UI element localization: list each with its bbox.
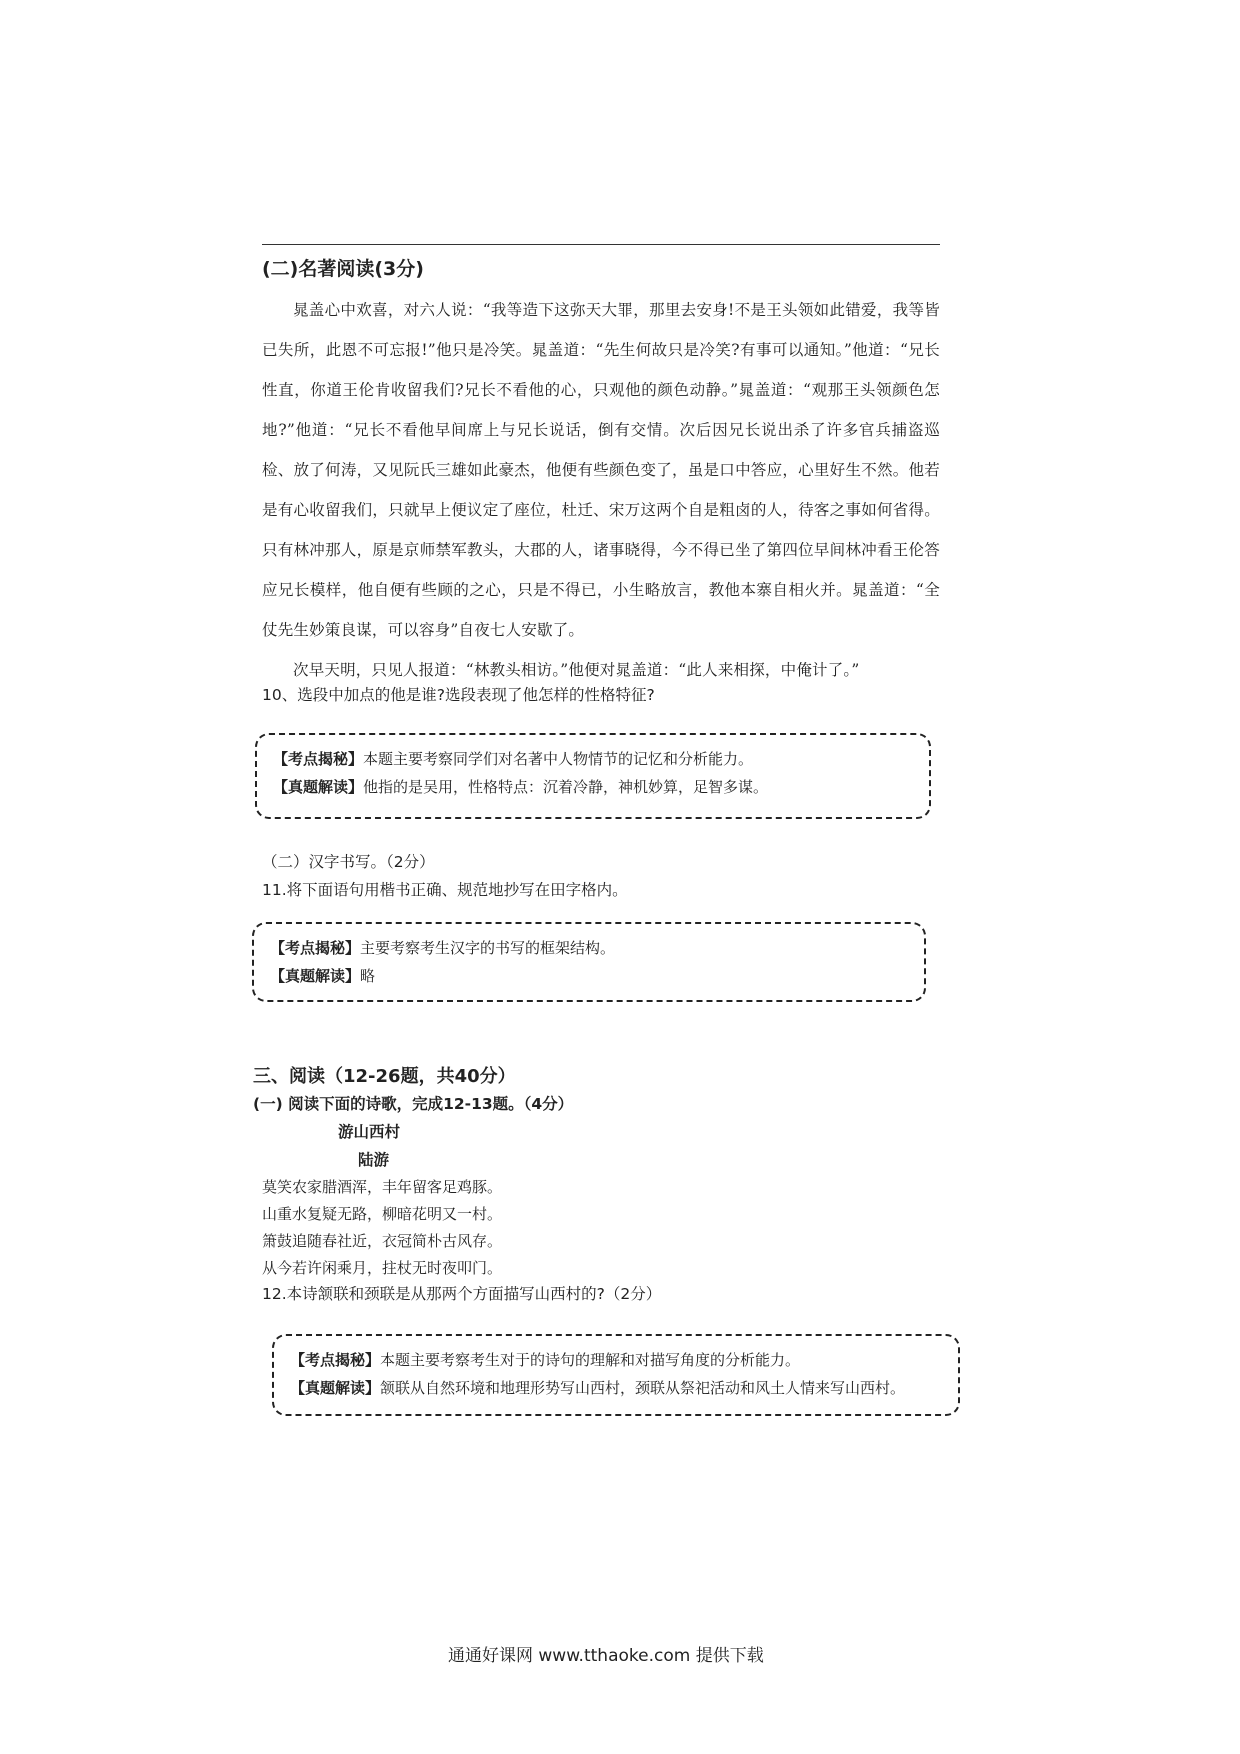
- box12-row2: [290, 1374, 942, 1402]
- box10-tag2: 【真题解读】: [273, 778, 364, 796]
- box11-text2: 略: [360, 967, 376, 985]
- box11-text1: 主要考察考生汉字的书写的框架结构。: [360, 939, 616, 957]
- footer-watermark: 通通好课网 www.tthaoke.com 提供下载: [448, 1646, 764, 1666]
- box10-tag1: 【考点揭秘】: [273, 750, 364, 768]
- box11-tag2: 【真题解读】: [270, 967, 361, 985]
- question-10: 10、选段中加点的他是谁?选段表现了他怎样的性格特征?: [262, 686, 655, 704]
- poem-title: 游山西村: [338, 1122, 401, 1141]
- poem-body: [262, 1174, 502, 1282]
- poem-line: 从今若许闲乘月，拄杖无时夜叩门。: [262, 1259, 503, 1277]
- box11-row1: [270, 934, 908, 962]
- box12-text2: 颔联从自然环境和地理形势写山西村，颈联从祭祀活动和风土人情来写山西村。: [380, 1379, 906, 1397]
- box12-text1: 本题主要考察考生对于的诗句的理解和对描写角度的分析能力。: [380, 1351, 801, 1369]
- poem-line: 山重水复疑无路，柳暗花明又一村。: [262, 1205, 503, 1223]
- box12-tag1: 【考点揭秘】: [290, 1351, 381, 1369]
- box11-row2: [270, 962, 908, 990]
- box10-row2: [273, 773, 913, 801]
- box10-text1: 本题主要考察同学们对名著中人物情节的记忆和分析能力。: [363, 750, 754, 768]
- top-rule: [262, 244, 940, 245]
- answer-box-12: [272, 1334, 960, 1416]
- passage-paragraph-1: 晁盖心中欢喜，对六人说：“我等造下这弥天大罪，那里去安身!不是王头领如此错爱，我等皆已失所，此恩不可忘报!”他只是冷笑。晁盖道：“先生何故只是冷笑?有事可以通知。”他道：“兄长性直，你道王伦肯收留我们?兄长不看他的心，只观他的颜色动静。”晁盖道：“观那王头领颜色怎地?”他道：“兄长不看他早间席上与兄长说话，倒有交情。次后因兄长说出杀了许多官兵捕盗巡检、放了何涛，又见阮氏三雄如此豪杰，他便有些颜色变了，虽是口中答应，心里好生不然。他若是有心收留我们，只就早上便议定了座位，杜迁、宋万这两个自是粗卤的人，待客之事如何省得。只有林冲那人，原是京师禁军教头，大郡的人，诸事晓得，今不得已坐了第四位早间林冲看王伦答应兄长模样，他自便有些顾的之心，只是不得已，小生略放言，教他本寨自相火并。晁盖道：“全仗先生妙策良谋，可以容身”自夜七人安歇了。: [262, 301, 940, 639]
- answer-box-10: [255, 733, 931, 819]
- box10-row1: [273, 745, 913, 773]
- poem-line: 莫笑农家腊酒浑，丰年留客足鸡豚。: [262, 1178, 503, 1196]
- section-hanzi-title: （二）汉字书写。（2分）: [262, 853, 435, 871]
- section-mingzhu-title: (二)名著阅读(3分): [262, 258, 424, 280]
- question-11: 11.将下面语句用楷书正确、规范地抄写在田字格内。: [262, 881, 628, 899]
- section-reading-subtitle: (一) 阅读下面的诗歌，完成12-13题。（4分）: [253, 1095, 574, 1113]
- question-12: 12.本诗颔联和颈联是从那两个方面描写山西村的?（2分）: [262, 1285, 662, 1303]
- box12-tag2: 【真题解读】: [290, 1379, 381, 1397]
- answer-box-11: [252, 922, 926, 1002]
- passage-paragraph-2: 次早天明，只见人报道：“林教头相访。”他便对晁盖道：“此人来相探，中俺计了。”: [293, 661, 860, 679]
- mingzhu-passage: [262, 290, 940, 690]
- poem-line: 箫鼓追随春社近，衣冠简朴古风存。: [262, 1232, 503, 1250]
- section-reading-title: 三、阅读（12-26题，共40分）: [253, 1066, 516, 1087]
- box10-text2: 他指的是吴用，性格特点：沉着冷静，神机妙算，足智多谋。: [363, 778, 769, 796]
- box11-tag1: 【考点揭秘】: [270, 939, 361, 957]
- poem-author: 陆游: [358, 1150, 390, 1169]
- box12-row1: [290, 1346, 942, 1374]
